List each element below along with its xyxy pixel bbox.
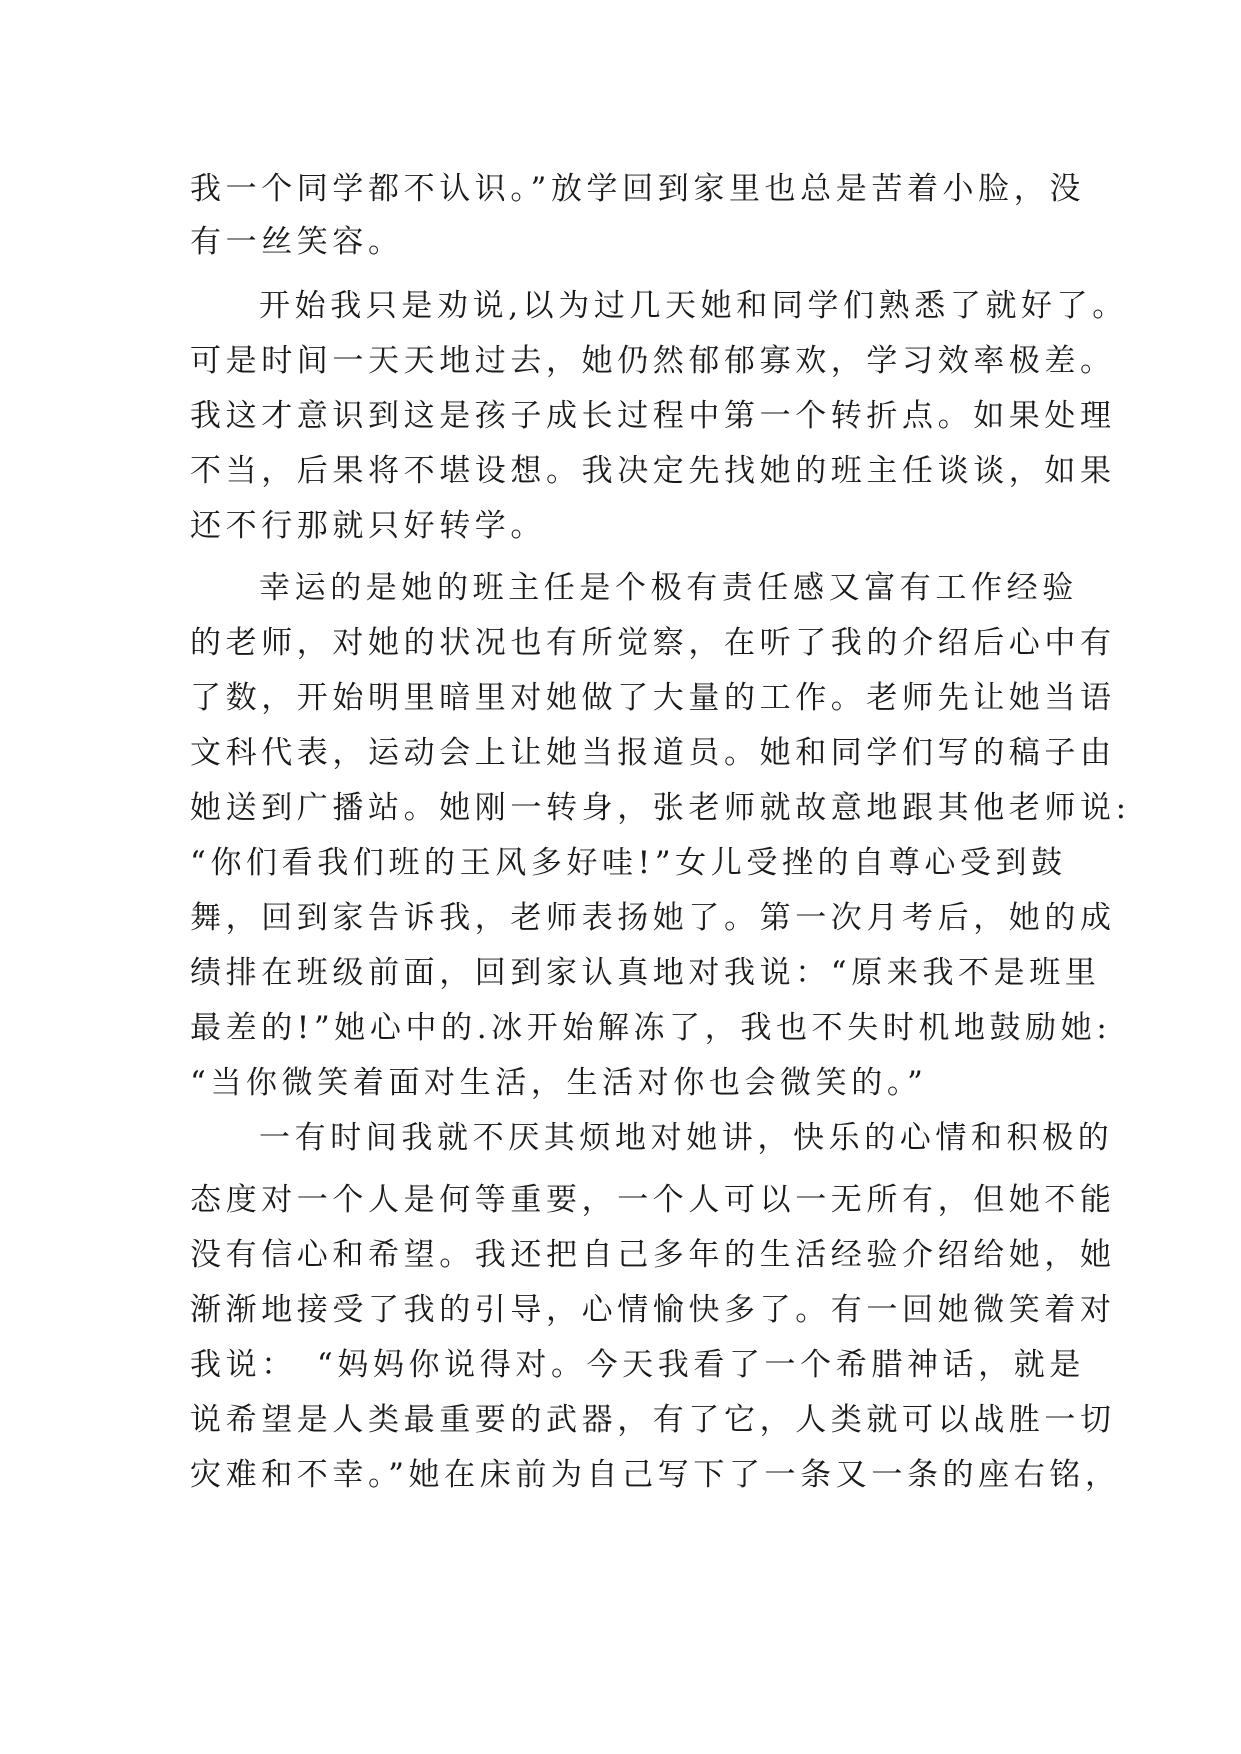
text-line: 文科代表，运动会上让她当报道员。她和同学们写的稿子由 xyxy=(190,735,1116,771)
text-line: 没有信心和希望。我还把自己多年的生活经验介绍给她，她 xyxy=(190,1237,1116,1273)
text-line: 了数，开始明里暗里对她做了大量的工作。老师先让她当语 xyxy=(190,680,1116,716)
text-line: 我这才意识到这是孩子成长过程中第一个转折点。如果处理 xyxy=(190,398,1116,434)
text-line: 我一个同学都不认识。”放学回到家里也总是苦着小脸，没 xyxy=(190,171,1085,207)
text-line: 还不行那就只好转学。 xyxy=(190,508,546,544)
text-line: “你们看我们班的王风多好哇!”女儿受挫的自尊心受到鼓 xyxy=(190,845,1067,881)
text-line: 可是时间一天天地过去，她仍然郁郁寡欢，学习效率极差。 xyxy=(190,343,1116,379)
text-line: 说希望是人类最重要的武器，有了它，人类就可以战胜一切 xyxy=(190,1402,1116,1438)
text-line: 的老师，对她的状况也有所觉察，在听了我的介绍后心中有 xyxy=(190,625,1116,661)
text-line: 不当，后果将不堪设想。我决定先找她的班主任谈谈，如果 xyxy=(190,453,1116,489)
text-line: 她送到广播站。她刚一转身，张老师就故意地跟其他老师说: xyxy=(190,790,1131,826)
paragraph-first-line: 开始我只是劝说,以为过几天她和同学们熟悉了就好了。 xyxy=(259,288,1128,324)
text-line: 灾难和不幸。”她在床前为自己写下了一条又一条的座右铭， xyxy=(190,1457,1121,1493)
text-line: “当你微笑着面对生活，生活对你也会微笑的。” xyxy=(190,1065,928,1101)
text-line: 态度对一个人是何等重要，一个人可以一无所有，但她不能 xyxy=(190,1182,1116,1218)
paragraph-first-line: 幸运的是她的班主任是个极有责任感又富有工作经验 xyxy=(259,570,1078,606)
text-line: 绩排在班级前面，回到家认真地对我说：“原来我不是班里 xyxy=(190,955,1101,991)
text-line: 我说： “妈妈你说得对。今天我看了一个希腊神话，就是 xyxy=(190,1347,1085,1383)
text-line: 渐渐地接受了我的引导，心情愉快多了。有一回她微笑着对 xyxy=(190,1292,1116,1328)
paragraph-first-line: 一有时间我就不厌其烦地对她讲，快乐的心情和积极的 xyxy=(259,1120,1114,1156)
text-line: 舞，回到家告诉我，老师表扬她了。第一次月考后，她的成 xyxy=(190,900,1116,936)
text-line: 有一丝笑容。 xyxy=(190,224,404,260)
text-line: 最差的!”她心中的.冰开始解冻了，我也不失时机地鼓励她: xyxy=(190,1010,1112,1046)
